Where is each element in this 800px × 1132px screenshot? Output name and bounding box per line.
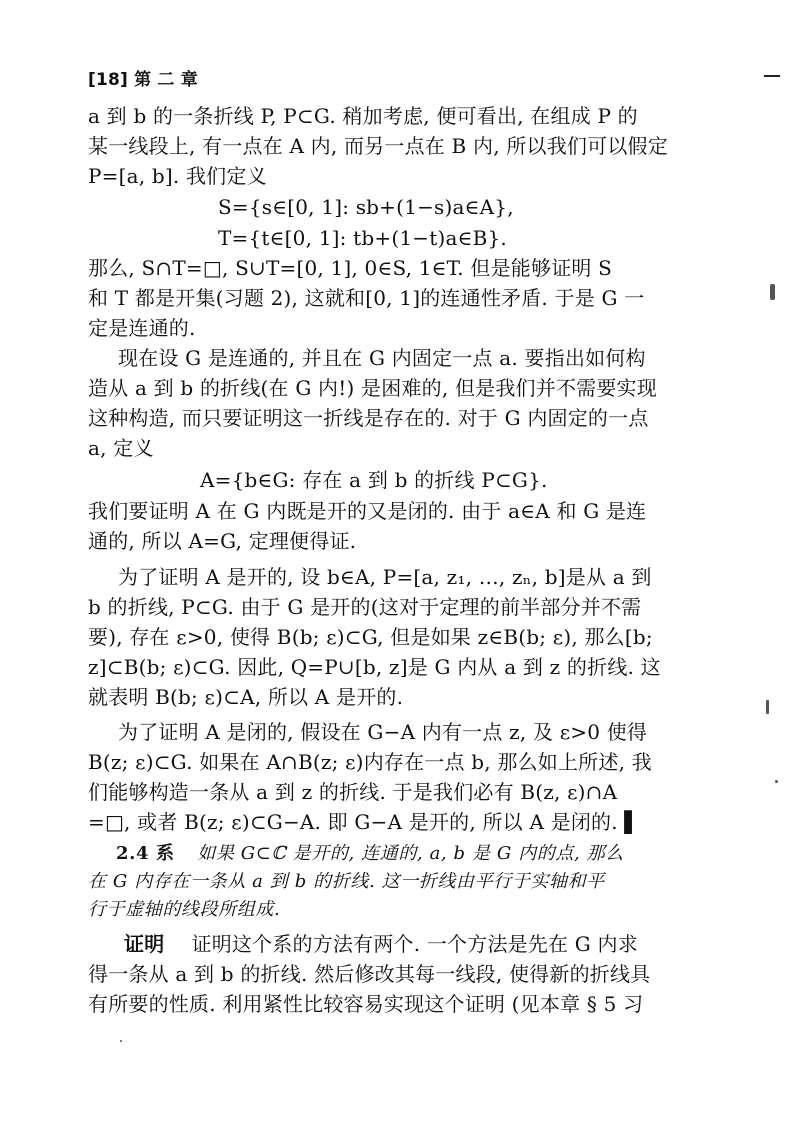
text-line: 造从 a 到 b 的折线(在 G 内!) 是困难的, 但是我们并不需要实现 [88,376,657,400]
text-line: 通的, 所以 A=G, 定理便得证. [88,529,357,553]
corollary-text: 行于虚轴的线段所组成. [88,899,281,920]
text-line: 这种构造, 而只要证明这一折线是存在的. 对于 G 内固定的一点 [88,406,649,430]
equation-s: S={s∈[0, 1]: sb+(1−s)a∈A}, [218,195,514,219]
text-line: 就表明 B(b; ε)⊂A, 所以 A 是开的. [88,685,404,709]
scan-speck [775,780,778,783]
text-line: 某一线段上, 有一点在 A 内, 而另一点在 B 内, 所以我们可以假定 [88,134,668,158]
scan-speck [120,1040,122,1042]
page-header: [18] 第 二 章 [88,70,198,90]
text-line: a, 定义 [88,436,154,460]
text-line: 和 T 都是开集(习题 2), 这就和[0, 1]的连通性矛盾. 于是 G 一 [88,286,645,310]
proof-text: 证明这个系的方法有两个. 一个方法是先在 G 内求 [191,932,638,956]
proof-first-line [124,930,638,958]
proof-text: 得一条从 a 到 b 的折线. 然后修改其每一线段, 使得新的折线具 [88,962,651,986]
text-line: 定是连通的. [88,316,196,340]
text-line: 为了证明 A 是闭的, 假设在 G−A 内有一点 z, 及 ε>0 使得 [118,720,648,744]
equation-a: A={b∈G: 存在 a 到 b 的折线 P⊂G}. [200,468,548,492]
corollary-first-line [116,840,624,868]
proof-tag: 证明 [124,932,165,956]
proof-text: 有所要的性质. 利用紧性比较容易实现这个证明 (见本章 § 5 习 [88,992,644,1016]
text-line: z]⊂B(b; ε)⊂G. 因此, Q=P∪[b, z]是 G 内从 a 到 z 的折线. 这 [88,655,661,679]
text-line: 现在设 G 是连通的, 并且在 G 内固定一点 a. 要指出如何构 [118,346,646,370]
scan-speck [766,700,769,714]
text-line: P=[a, b]. 我们定义 [88,164,267,188]
corollary-text: 在 G 内存在一条从 a 到 b 的折线. 这一折线由平行于实轴和平 [88,871,605,892]
scan-speck [770,284,775,300]
text-line: =□, 或者 B(z; ε)⊂G−A. 即 G−A 是开的, 所以 A 是闭的. ▌ [88,810,640,834]
equation-t: T={t∈[0, 1]: tb+(1−t)a∈B}. [218,226,507,250]
text-line: 要), 存在 ε>0, 使得 B(b; ε)⊂G, 但是如果 z∈B(b; ε), 那么[b; [88,625,653,649]
corollary-text: 如果 G⊂ℂ 是开的, 连通的, a, b 是 G 内的点, 那么 [197,843,624,864]
text-line: 为了证明 A 是开的, 设 b∈A, P=[a, z₁, …, zₙ, b]是从 a 到 [118,565,652,589]
text-line: 那么, S∩T=□, S∪T=[0, 1], 0∈S, 1∈T. 但是能够证明 S [88,256,613,280]
text-line: 们能够构造一条从 a 到 z 的折线. 于是我们必有 B(z, ε)∩A [88,780,618,804]
edge-mark [764,75,780,77]
text-line: 我们要证明 A 在 G 内既是开的又是闭的. 由于 a∈A 和 G 是连 [88,499,647,523]
corollary-tag: 2.4 系 [116,843,175,864]
text-line: B(z; ε)⊂G. 如果在 A∩B(z; ε)内存在一点 b, 那么如上所述, 我 [88,750,652,774]
text-line: b 的折线, P⊂G. 由于 G 是开的(这对于定理的前半部分并不需 [88,595,642,619]
text-line: a 到 b 的一条折线 P, P⊂G. 稍加考虑, 便可看出, 在组成 P 的 [88,104,638,128]
